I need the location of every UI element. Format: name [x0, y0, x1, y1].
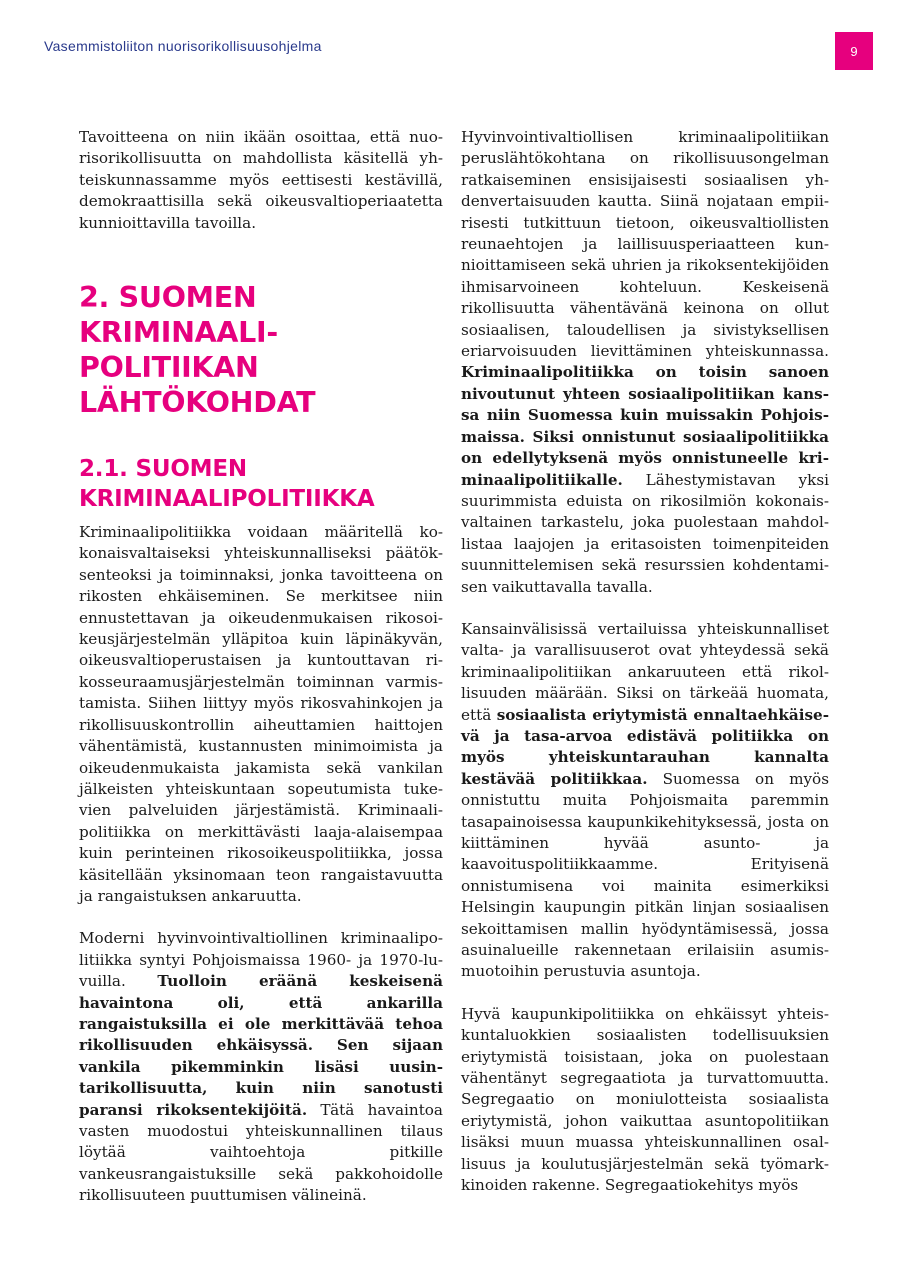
body-paragraph: Kriminaalipolitiikka voidaan määritellä kokonaisvaltaiseksi yhteiskunnalliseksi päätöksenteoksi ja toiminnaksi, jonka tavoitteena on rikosten ehkäiseminen. Se merkitsee niin ennustettavan ja oikeudenmukaisen rikosoikeusjärjestelmän ylläpitoa kuin läpinäkyvän, oikeusvaltioperustaisen ja kuntouttavan rikosseuraamusjärjestelmän toiminnan varmistamista. Siihen liittyy myös rikosvahinkojen ja rikollisuuskontrollin aiheuttamien haittojen vähentämistä, kustannusten minimoimista ja oikeudenmukaista jakamista sekä vankilan jälkeisten yhteiskuntaan sopeutumista tukevien palveluiden järjestämistä. Kriminaalipolitiikka on merkittävästi laaja-alaisempaa kuin perinteinen rikosoikeuspolitiikka, jossa käsitellään yksinomaan teon rangaistavuutta ja rangaistuksen ankaruutta.	[79, 523, 443, 905]
emphasis-text: sosiaalista eriytymistä ennaltaehkäisevä ja tasa-arvoa edistävä politiikka on myös yhteiskuntarauhan kannalta kestävää politiikkaa.	[461, 705, 830, 788]
body-paragraph	[79, 928, 443, 1206]
body-text: Hyvinvointivaltiollisen kriminaalipolitiikan peruslähtökohtana on rikollisuusongelman ratkaiseminen ensisijaisesti sosiaalisen yhdenvertaisuuden kautta. Siinä nojataan empiirisesti tutkittuun tietoon, oikeusvaltiollisten reunaehtojen ja laillisuusperiaatteen kunnioittamiseen sekä uhrien ja rikoksentekijöiden ihmisarvoineen kohteluun. Keskeisenä rikollisuutta vähentävänä keinona on ollut sosiaalisen, taloudellisen ja sivistyksellisen eriarvoisuuden lievittäminen yhteiskunnassa.	[461, 128, 829, 361]
emphasis-text: Tuolloin eräänä keskeisenä havaintona oli, että ankarilla rangaistuksilla ei ole merkittävää tehoa rikollisuuden ehkäisyssä. Sen sijaan vankila pikemminkin lisäsi uusintarikollisuutta, kuin niin sanotusti paransi rikoksentekijöitä.	[79, 972, 443, 1119]
section-heading	[79, 455, 443, 514]
section-heading-line: 2.1. SUOMEN	[79, 456, 247, 483]
body-text: Suomessa on myös onnistuttu muita Pohjoismaita paremmin tasapainoisessa kaupunkikehityksessä, josta on kiittäminen hyvää asunto- ja kaavoituspolitiikkaamme. Erityisenä onnistumisena voi mainita esimerkiksi Helsingin kaupungin pitkän linjan sosiaalisen sekoittamisen mallin hyödyntämisessä, jossa asuinalueille rakennetaan erilaisiin asumismuotoihin perustuvia asuntoja.	[461, 769, 829, 981]
running-header: Vasemmistoliiton nuorisorikollisuusohjelma	[44, 38, 322, 54]
body-text: Kansainvälisissä vertailuissa yhteiskunnalliset valta- ja varallisuuserot ovat yhteydessä sekä kriminaalipolitiikan ankaruuteen että rikollisuuden määrään. Siksi on tärkeää huomata, että	[461, 619, 829, 724]
right-column	[461, 127, 829, 1197]
chapter-heading-line: POLITIIKAN	[79, 351, 259, 385]
chapter-heading-line: LÄHTÖKOHDAT	[79, 386, 316, 420]
body-paragraph: Hyvä kaupunkipolitiikka on ehkäissyt yhteiskuntaluokkien sosiaalisten todellisuuksien eriytymistä toisistaan, joka on puolestaan vähentänyt segregaatiota ja turvattomuutta. Segregaatio on moniulotteista sosiaalista eriytymistä, johon vaikuttaa asuntopolitiikan lisäksi muun muassa yhteiskunnallinen osallisuus ja koulutusjärjestelmän sekä työmarkkinoiden rakenne. Segregaatiokehitys myös	[461, 1004, 829, 1195]
body-text: Lähestymistavan yksi suurimmista eduista on rikosilmiön kokonaisvaltainen tarkastelu, joka puolestaan mahdollistaa laajojen ja eritasoisten toimenpiteiden suunnittelemisen sekä resurssien kohdentamisen vaikuttavalla tavalla.	[461, 470, 829, 596]
page-number-badge: 9	[835, 32, 873, 70]
chapter-heading	[79, 280, 443, 420]
left-column	[79, 127, 443, 1207]
section-heading-line: KRIMINAALIPOLITIIKKA	[79, 485, 375, 512]
intro-paragraph: Tavoitteena on niin ikään osoittaa, että nuorisorikollisuutta on mahdollista käsitellä yhteiskunnassamme myös eettisesti kestävillä, demokraattisilla sekä oikeusvaltioperiaatetta kunnioittavilla tavoilla.	[79, 128, 443, 232]
chapter-heading-line: 2. SUOMEN	[79, 281, 257, 315]
body-paragraph	[461, 127, 829, 598]
chapter-heading-line: KRIMINAALI-	[79, 316, 278, 350]
body-paragraph	[461, 619, 829, 983]
body-text: Moderni hyvinvointivaltiollinen kriminaalipolitiikka syntyi Pohjoismaissa 1960- ja 1970-luvuilla.	[79, 929, 443, 991]
body-text: Tätä havaintoa vasten muodostui yhteiskunnallinen tilaus löytää vaihtoehtoja pitkille vankeusrangaistuksille sekä pakkohoidolle rikollisuuteen puuttumisen välineinä.	[79, 1100, 443, 1205]
emphasis-text: Kriminaalipolitiikka on toisin sanoen nivoutunut yhteen sosiaalipolitiikan kanssa niin Suomessa kuin muissakin Pohjoismaissa. Siksi onnistunut sosiaalipolitiikka on edellytyksenä myös onnistuneelle kriminaalipolitiikalle.	[461, 363, 829, 489]
